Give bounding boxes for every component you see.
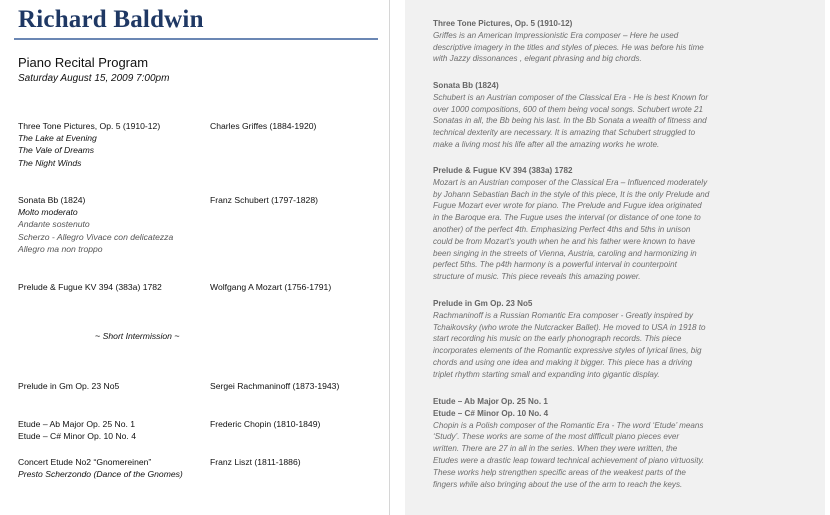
note-heading: Prelude in Gm Op. 23 No5: [433, 299, 533, 308]
note-text: Mozart is an Austrian composer of the Classical Era – Influenced moderately by Johann Sebastian Bach in the style of this piece, It is the only Prelude and Fugue Mozart ever wrote for piano. The Prelude and Fugue idea originated in the Baroque era. The Fugue uses the interval (or distance of one tone to another) of the perfect 4th. Emphasizing Perfect 4ths and 5ths in unison could be from Mozart’s youth when he and his father were known to have been singing in the streets of Vienna, Austria, caroling and harmonizing in perfect 5ths. The p4th harmony is a powerful interval in counterpoint structure of music. This piece reveals this amazing power.: [433, 177, 710, 282]
intermission-line: [95, 331, 180, 341]
note-text: Chopin is a Polish composer of the Romantic Era - The word ‘Etude’ means ‘Study’. These works are some of the most difficult piano pieces ever written. There are 27 in all in the series. When they were written, the Etudes were a drastic leap toward technical achievement of piano virtuosity. These works help strengthen specific areas of the weakest parts of the fingers while also bringing about the use of the arm to reach the keys.: [433, 420, 705, 489]
piece-title: Prelude & Fugue KV 394 (383a) 1782: [18, 282, 162, 292]
note-schubert: [433, 80, 818, 151]
movement: The Lake at Evening: [18, 133, 97, 144]
piece-title-second: Etude – C# Minor Op. 10 No. 4: [18, 431, 136, 442]
movement: Molto moderato: [18, 207, 78, 218]
note-text: Rachmaninoff is a Russian Romantic Era composer - Greatly inspired by Tchaikovsky (who wrote the Nutcracker Ballet). He moved to USA in 1918 to start recording his music on the early phonograph records. This piece incorporates elements of the Romantic expressive styles of lyrical lines, big chords and using one idea and making it bigger. This piece has a driving triplet rhythm starting small and expanding into gigantic display.: [433, 310, 706, 379]
note-heading: Prelude & Fugue KV 394 (383a) 1782: [433, 166, 573, 175]
piece-title: Three Tone Pictures, Op. 5 (1910-12): [18, 121, 161, 131]
note-griffes: [433, 18, 818, 65]
note-text: Schubert is an Austrian composer of the Classical Era - He is best Known for over 1000 compositions, 600 of them being vocal songs. Schubert wrote 21 Sonatas in all, the Bb being his last. In the Bb Sonata a wealth of fitness and technical dexterity are necessary. It is amazing that Schubert struggled to make a living most his life after all the amazing works he wrote.: [433, 92, 709, 149]
program-item-liszt: [18, 456, 208, 480]
movement: Presto Scherzondo (Dance of the Gnomes): [18, 469, 183, 480]
note-heading: Sonata Bb (1824): [433, 81, 499, 90]
movement: Andante sostenuto: [18, 219, 90, 230]
movement: Allegro ma non troppo: [18, 243, 103, 254]
note-heading-second: Etude – C# Minor Op. 10 No. 4: [433, 408, 549, 418]
note-text: Griffes is an American Impressionistic Era composer – Here he used descriptive imagery in the titles and styles of pieces. He was before his time with Jazzy dissonances , elegant phrasing and big chords.: [433, 30, 704, 64]
program-item-rachmaninoff: [18, 380, 208, 392]
page-divider: [389, 0, 390, 515]
composer-schubert: Franz Schubert (1797-1828): [210, 195, 318, 205]
recital-subtitle: Piano Recital Program: [18, 55, 149, 70]
note-heading: Etude – Ab Major Op. 25 No. 1: [433, 397, 548, 406]
piece-title: Sonata Bb (1824): [18, 195, 86, 205]
note-chopin: [433, 396, 818, 490]
ornament-left: ~: [95, 331, 101, 341]
note-mozart: [433, 165, 818, 283]
piece-title: Prelude in Gm Op. 23 No5: [18, 381, 120, 391]
movement: The Night Winds: [18, 157, 82, 168]
composer-liszt: Franz Liszt (1811-1886): [210, 457, 301, 467]
program-item-chopin: [18, 418, 208, 442]
piece-title: Etude – Ab Major Op. 25 No. 1: [18, 419, 136, 429]
program-item-griffes: [18, 120, 208, 169]
program-notes-page: [405, 0, 825, 515]
composer-chopin: Frederic Chopin (1810-1849): [210, 419, 321, 429]
program-item-schubert: [18, 194, 208, 255]
intermission-label: Short Intermission: [102, 331, 172, 341]
movement: Scherzo - Allegro Vivace con delicatezza: [18, 231, 174, 242]
program-page: [0, 0, 390, 515]
composer-griffes: Charles Griffes (1884-1920): [210, 121, 317, 131]
composer-rachmaninoff: Sergei Rachmaninoff (1873-1943): [210, 381, 340, 391]
piece-title: Concert Etude No2 “Gnomereinen”: [18, 457, 152, 467]
title-underline: [14, 38, 378, 40]
note-rachmaninoff: [433, 298, 818, 381]
recital-date: Saturday August 15, 2009 7:00pm: [18, 73, 170, 84]
program-item-mozart: [18, 281, 208, 293]
ornament-right: ~: [174, 331, 180, 341]
page-title: Richard Baldwin: [18, 6, 204, 33]
composer-mozart: Wolfgang A Mozart (1756-1791): [210, 282, 332, 292]
note-heading: Three Tone Pictures, Op. 5 (1910-12): [433, 19, 573, 28]
movement: The Vale of Dreams: [18, 145, 95, 156]
